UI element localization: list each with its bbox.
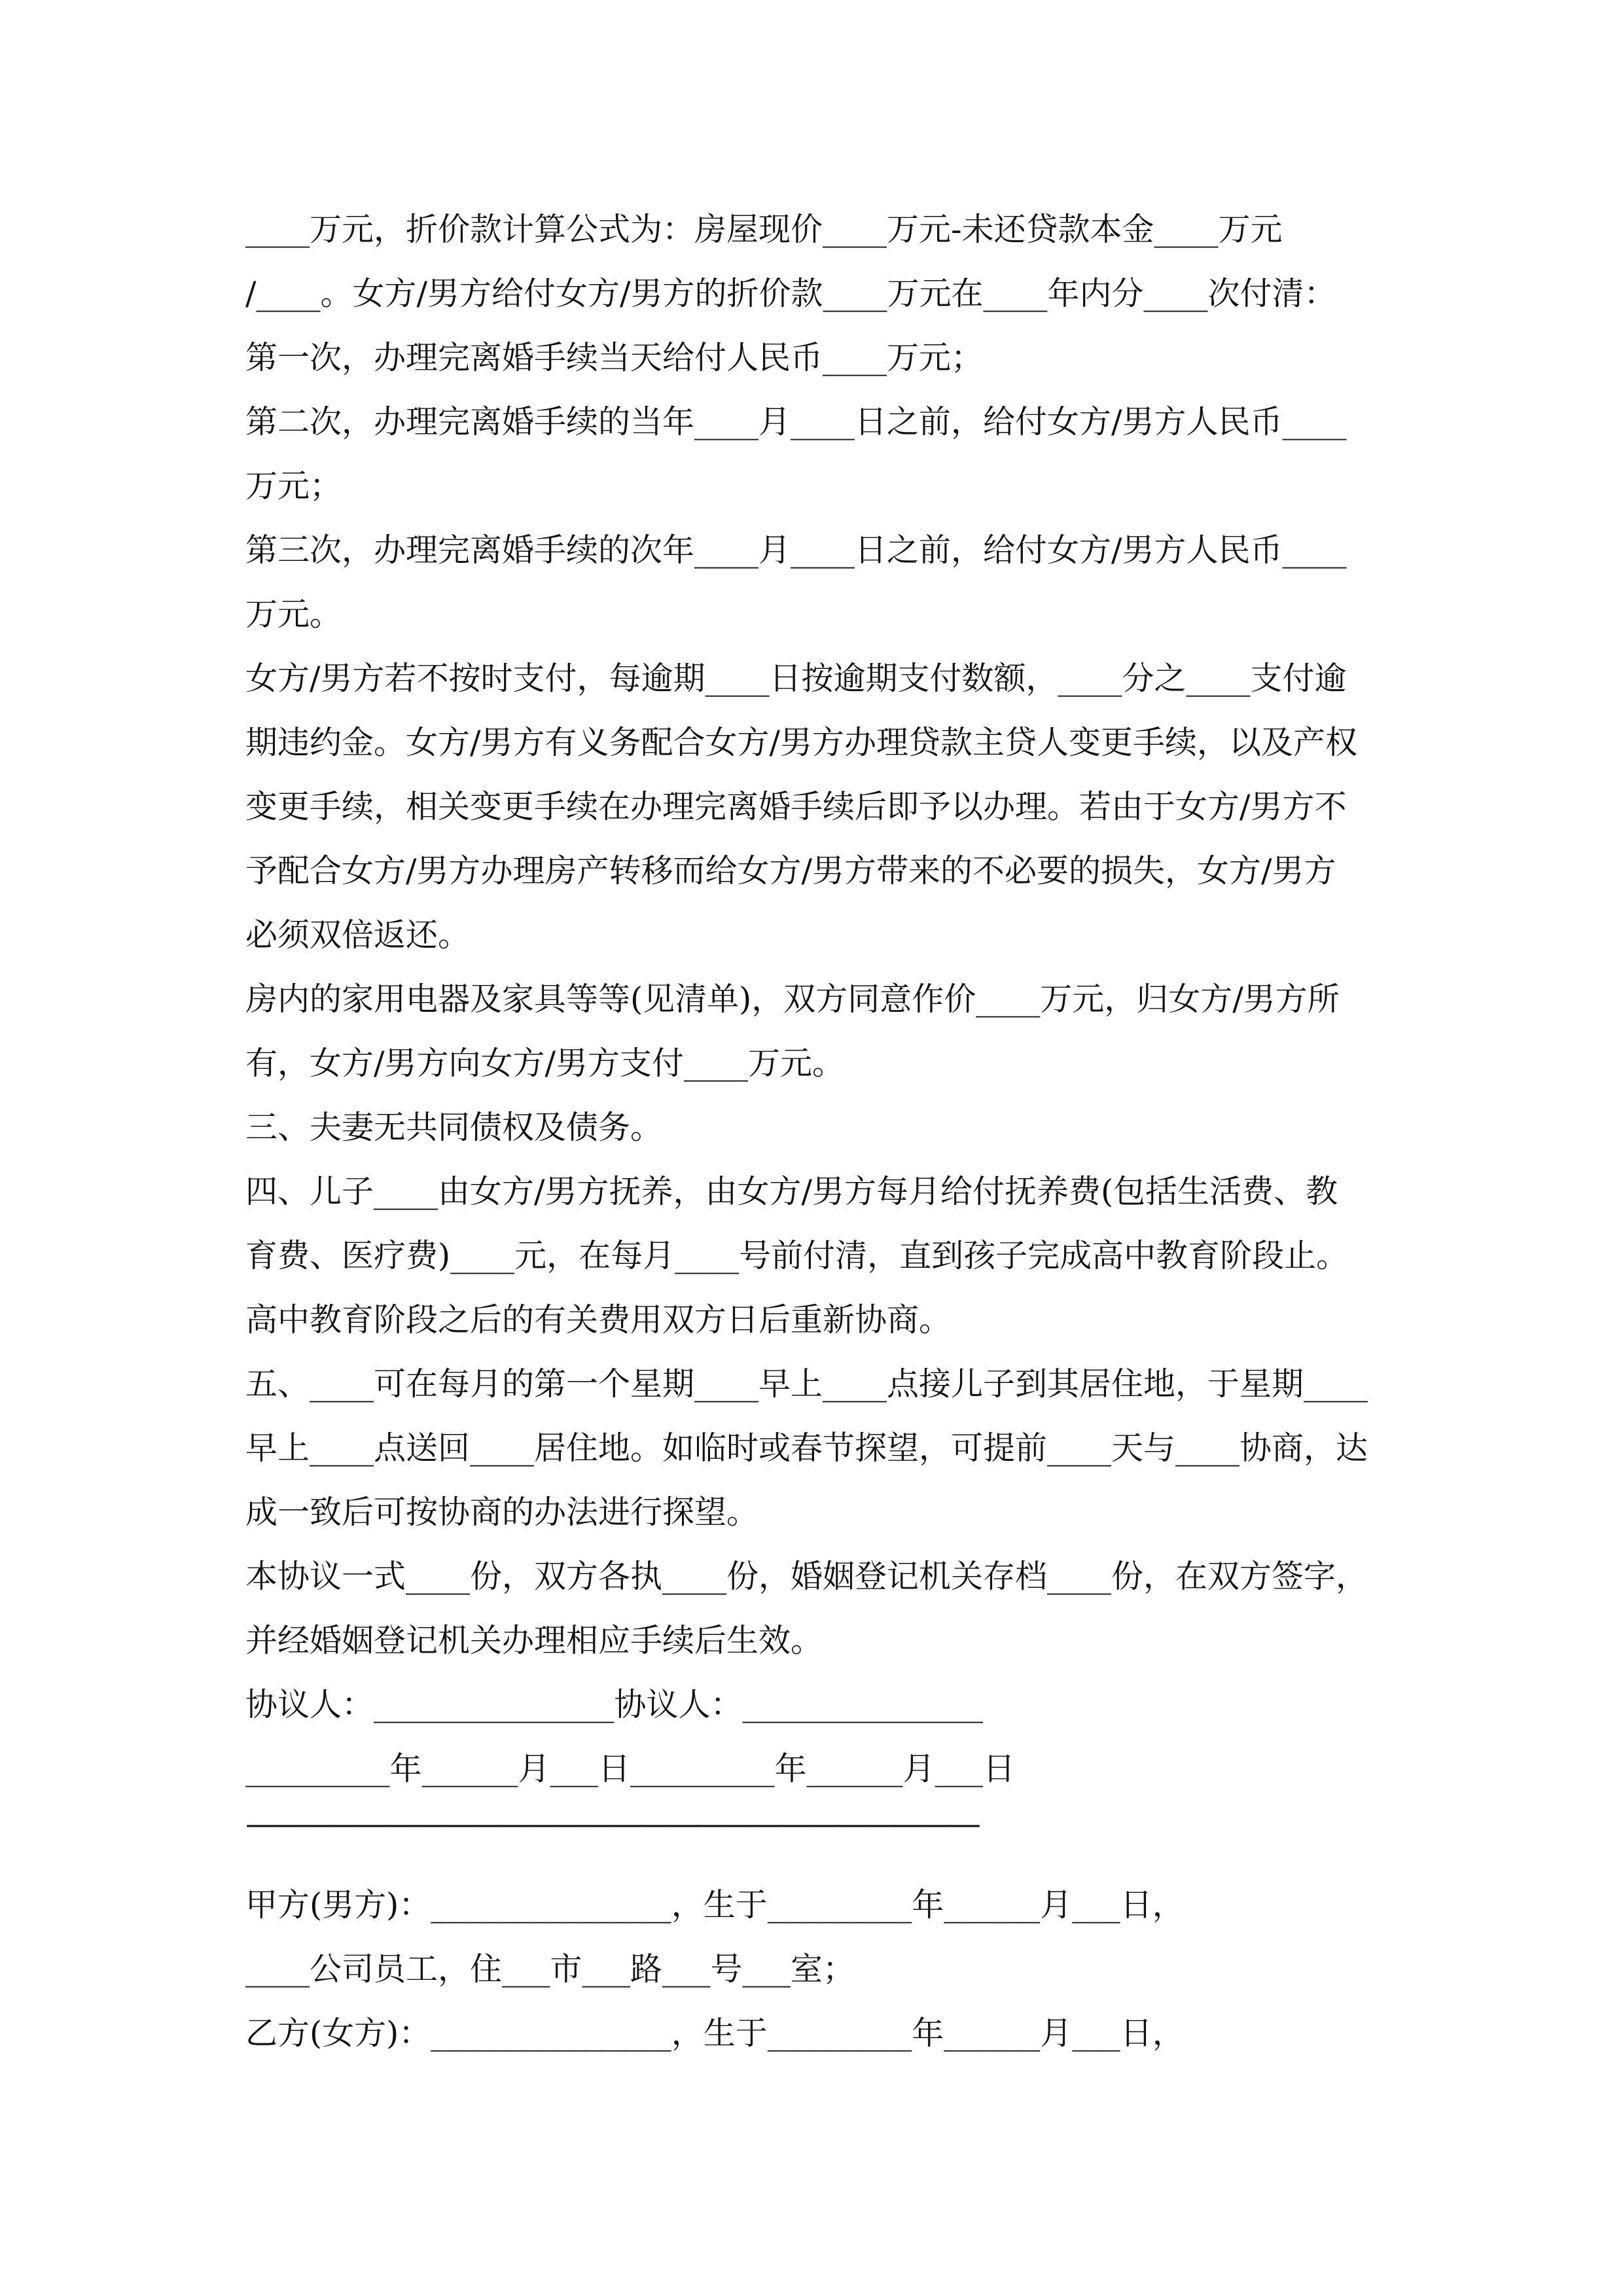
- text-line: 成一致后可按协商的办法进行探望。: [245, 1494, 759, 1531]
- text-line: 房内的家用电器及家具等等(见清单)，双方同意作价____万元，归女方/男方所: [245, 980, 1340, 1018]
- separator-line: ——————————————————————————: [245, 1805, 977, 1842]
- party-a-line: 甲方(男方)：_______________，生于_________年______月___日，: [245, 1886, 1185, 1924]
- text-line: 必须双倍返还。: [245, 916, 471, 954]
- text-line: 育费、医疗费)____元，在每月____号前付清，直到孩子完成高中教育阶段止。: [245, 1237, 1349, 1274]
- text-line: 女方/男方若不按时支付，每逾期____日按逾期支付数额，____分之____支付逾: [245, 660, 1347, 697]
- text-line: /____。女方/男方给付女方/男方的折价款____万元在____年内分____次付清：: [245, 275, 1336, 312]
- text-line: 四、儿子____由女方/男方抚养，由女方/男方每月给付抚养费(包括生活费、教: [245, 1173, 1338, 1210]
- text-line: 第二次，办理完离婚手续的当年____月____日之前，给付女方/男方人民币____: [245, 403, 1347, 440]
- party-a-address-line: ____公司员工，住___市___路___号___室；: [245, 1950, 855, 1988]
- text-line: 有，女方/男方向女方/男方支付____万元。: [245, 1045, 845, 1082]
- text-line: 三、夫妻无共同债权及债务。: [245, 1109, 663, 1146]
- spacer: [245, 1847, 1384, 1873]
- text-line: 本协议一式____份，双方各执____份，婚姻登记机关存档____份，在双方签字，: [245, 1558, 1368, 1595]
- document-body: [245, 198, 1384, 2066]
- text-line: 第三次，办理完离婚手续的次年____月____日之前，给付女方/男方人民币____: [245, 531, 1347, 569]
- text-line: 万元。: [245, 596, 342, 633]
- text-line: 变更手续，相关变更手续在办理完离婚手续后即予以办理。若由于女方/男方不: [245, 788, 1347, 825]
- text-line: 五、____可在每月的第一个星期____早上____点接儿子到其居住地，于星期____: [245, 1365, 1368, 1403]
- text-line: 期违约金。女方/男方有义务配合女方/男方办理贷款主贷人变更手续，以及产权: [245, 724, 1358, 761]
- text-line: 早上____点送回____居住地。如临时或春节探望，可提前____天与____协商，达: [245, 1429, 1368, 1467]
- text-line: 万元；: [245, 467, 342, 505]
- text-line: 高中教育阶段之后的有关费用双方日后重新协商。: [245, 1301, 952, 1338]
- text-line: 第一次，办理完离婚手续当天给付人民币____万元；: [245, 339, 984, 376]
- date-line: _________年______月___日_________年______月___日: [245, 1750, 1015, 1787]
- party-b-line: 乙方(女方)：_______________，生于_________年______月___日，: [245, 2015, 1185, 2052]
- text-line: 予配合女方/男方办理房产转移而给女方/男方带来的不必要的损失，女方/男方: [245, 852, 1336, 889]
- text-line: ____万元，折价款计算公式为：房屋现价____万元-未还贷款本金____万元: [245, 211, 1283, 248]
- text-line: 并经婚姻登记机关办理相应手续后生效。: [245, 1622, 823, 1659]
- signature-line: 协议人：_______________协议人：_______________: [245, 1686, 984, 1723]
